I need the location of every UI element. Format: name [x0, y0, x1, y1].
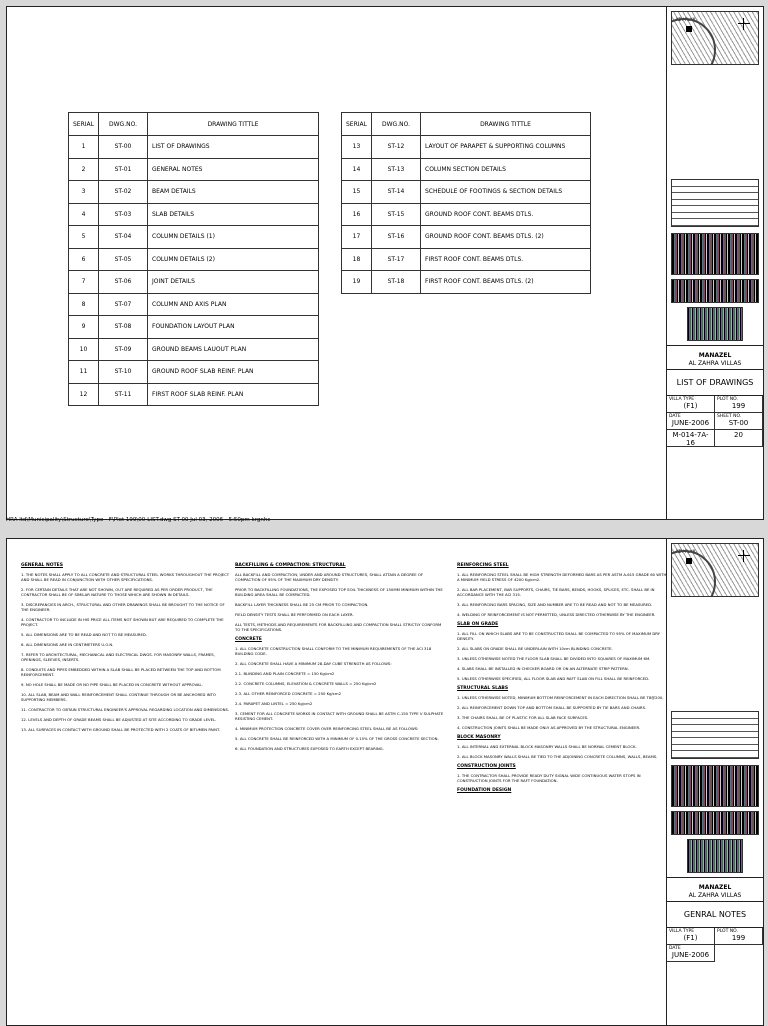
- cell-dwg: ST-15: [372, 203, 421, 226]
- info-grid: [667, 395, 763, 447]
- cell-title: FIRST ROOF CONT. BEAMS DTLS. (2): [421, 271, 591, 294]
- general-notes-title: GENERAL NOTES: [21, 563, 63, 568]
- note-item: 8. CONDUITS AND PIPES EMBEDDED WITHIN A SLAB SHALL BE PLACED BETWEEN THE TOP AND BOTTOM REINFORCEMENT.: [21, 667, 221, 677]
- note-item: PRIOR TO BACKFILLING FOUNDATIONS, THE EXPOSED TOP SOIL THICKNESS OF 150MM MINIMUM WITHIN THE BUILDING AREA SHALL BE COMPACTED.: [235, 587, 443, 597]
- note-item: 2. ALL CONCRETE SHALL HAVE A MINIMUM 28-DAY CUBE STRENGTH AS FOLLOWS:: [235, 661, 392, 666]
- masonry-title: BLOCK MASONRY: [457, 735, 501, 740]
- date-value-2: JUNE-2006: [671, 950, 710, 959]
- cell-serial: 14: [342, 158, 372, 181]
- cell-dwg: ST-07: [99, 293, 148, 316]
- cell-title: LIST OF DRAWINGS: [148, 136, 319, 159]
- title-block: [666, 7, 763, 519]
- table-row: [69, 158, 319, 181]
- project-subtitle-2: AL ZAHRA VILLAS: [688, 891, 742, 899]
- cell-serial: 6: [69, 248, 99, 271]
- note-item: 3. ALL REINFORCING BARS SPACING, SIZE AND NUMBER ARE TO BE READ AND NOT TO BE MEASURED.: [457, 602, 653, 607]
- drawing-sheet-notes: [6, 538, 764, 1026]
- cell-title: GROUND BEAMS LAUOUT PLAN: [148, 338, 319, 361]
- cell-title: BEAM DETAILS: [148, 181, 319, 204]
- rev-value: 20: [734, 430, 743, 439]
- struct-slab-title: STRUCTURAL SLABS: [457, 686, 509, 691]
- plot-stamp: HRA ltd\Municipality\Structure\Type - F\Plot 199\00-LIST.dwg ST-00 Jul 03, 2006 - 5:50pm krgnhc: [6, 517, 271, 523]
- cell-dwg: ST-13: [372, 158, 421, 181]
- cell-serial: 17: [342, 226, 372, 249]
- cell-title: GROUND ROOF SLAB REINF. PLAN: [148, 361, 319, 384]
- table-row: [342, 181, 591, 204]
- plot-no-cell-2: [715, 928, 763, 945]
- table-row: [69, 271, 319, 294]
- table-row: [69, 316, 319, 339]
- note-item: 2.3. ALL OTHER REINFORCED CONCRETE = 250 Kg/cm2: [235, 691, 342, 696]
- north-arrow-icon: [738, 550, 750, 562]
- cell-dwg: ST-02: [99, 181, 148, 204]
- site-curve: [671, 18, 716, 65]
- drawing-list-table-left: [68, 112, 319, 406]
- concrete-title: CONCRETE: [235, 637, 262, 642]
- north-arrow-icon: [738, 18, 750, 30]
- note-item: 3. DISCREPANCIES IN ARCH., STRUCTURAL AND OTHER DRAWINGS SHALL BE BROUGHT TO THE NOTICE OF THE ENGINEER.: [21, 602, 225, 612]
- cell-dwg: ST-09: [99, 338, 148, 361]
- cell-title: COLUMN DETAILS (1): [148, 226, 319, 249]
- note-item: 12. LEVELS AND DEPTH OF GRADE BEAMS SHALL BE ADJUSTED AT SITE ACCORDING TO GRADE LEVEL.: [21, 717, 217, 722]
- table-row: [69, 136, 319, 159]
- note-item: 4. MINIMUM PROTECTION CONCRETE COVER OVER REINFORCING STEEL SHALL BE AS FOLLOWS:: [235, 726, 419, 731]
- consultant-logo-2: [671, 765, 759, 807]
- note-item: 1. ALL CONCRETE CONSTRUCTION SHALL CONFORM TO THE MINIMUM REQUIREMENTS OF THE ACI 318 BUILDING CODE.: [235, 646, 432, 656]
- drawing-title-2: GENRAL NOTES: [667, 901, 763, 927]
- col-dwg: DWG.NO.: [99, 113, 148, 136]
- table-row: [342, 248, 591, 271]
- note-item: 10. ALL SLAB, BEAM AND WALL REINFORCEMENT SHALL CONTINUE THROUGH OR BE ANCHORED INTO SUPPORTING MEMBERS.: [21, 692, 216, 702]
- key-plan-label-2: KEY PLAN: [676, 549, 696, 554]
- cj-title: CONSTRUCTION JOINTS: [457, 764, 516, 769]
- client-logo: [687, 307, 743, 341]
- revision-grid-2: [671, 711, 759, 759]
- notes-column-3: [457, 563, 669, 797]
- table-row: [69, 383, 319, 406]
- note-item: 3. THE CHAIRS SHALL BE OF PLASTIC FOR ALL SLAB FACE SURFACES.: [457, 715, 589, 720]
- project-name: MANAZEL: [667, 345, 763, 359]
- note-item: 2.4. PARAPET AND LINTEL = 250 Kg/cm2: [235, 701, 313, 706]
- note-item: ALL BACKFILL AND COMPACTION, UNDER AND AROUND STRUCTURES, SHALL ATTAIN A DEGREE OF COMPACTION OF 95% OF THE MAXIMUM DRY DENSITY.: [235, 572, 424, 582]
- col-serial: SERIAL: [342, 113, 372, 136]
- info-grid-2: [667, 927, 763, 962]
- note-item: 5. ALL CONCRETE SHALL BE REINFORCED WITH A MINIMUM OF 0.15% OF THE GROSS CONCRETE SECTION.: [235, 736, 439, 741]
- plot-marker-2: [686, 558, 692, 564]
- note-item: 6. ALL FOUNDATION AND STRUCTURES EXPOSED TO EARTH EXCEPT BEARING.: [235, 746, 384, 751]
- note-item: 2. ALL BLOCK MASONRY WALLS SHALL BE TIED TO THE ADJOINING CONCRETE COLUMNS, WALLS, BEAMS.: [457, 754, 658, 759]
- cell-serial: 15: [342, 181, 372, 204]
- note-item: 3. UNLESS OTHERWISE NOTED THE FLOOR SLAB SHALL BE DIVIDED INTO SQUARES OF MAXIMUM 6M.: [457, 656, 651, 661]
- drawing-title: LIST OF DRAWINGS: [667, 369, 763, 395]
- date-cell-2: [667, 945, 715, 962]
- cell-title: GENERAL NOTES: [148, 158, 319, 181]
- note-item: 5. UNLESS OTHERWISE SPECIFIED, ALL FLOOR SLAB AND RAFT SLAB ON FILL SHALL BE REINFORCED.: [457, 676, 650, 681]
- general-notes-list: [21, 572, 233, 732]
- project-name-2: MANAZEL: [667, 877, 763, 891]
- cell-serial: 16: [342, 203, 372, 226]
- reinf-notes-list: [457, 572, 669, 617]
- cell-dwg: ST-12: [372, 136, 421, 159]
- cell-title: COLUMN AND AXIS PLAN: [148, 293, 319, 316]
- sheet-no-value: ST-00: [728, 418, 749, 427]
- table-row: [342, 226, 591, 249]
- table-row: [69, 361, 319, 384]
- note-item: 3. CEMENT FOR ALL CONCRETE WORKS IN CONTACT WITH GROUND SHALL BE ASTM C-150 TYPE V SULPHATE RESISTING CEMENT.: [235, 711, 444, 721]
- villa-type-label: VILLA TYPE: [669, 396, 695, 402]
- villa-type-value: (F1): [683, 401, 698, 410]
- note-item: 11. CONTRACTOR TO OBTAIN STRUCTURAL ENGINEER'S APPROVAL REGARDING LOCATION AND DIMENSIONS.: [21, 707, 230, 712]
- note-item: 4. CONTRACTOR TO INCLUDE IN HIS PRICE ALL ITEMS NOT SHOWN BUT ARE REQUIRED TO COMPLETE THE PROJECT.: [21, 617, 224, 627]
- consultant-logo: [671, 233, 759, 275]
- cell-serial: 9: [69, 316, 99, 339]
- cell-serial: 8: [69, 293, 99, 316]
- table-row: [69, 248, 319, 271]
- cell-dwg: ST-06: [99, 271, 148, 294]
- note-item: 13. ALL SURFACES IN CONTACT WITH GROUND SHALL BE PROTECTED WITH 2 COATS OF BITUMEN PAINT.: [21, 727, 221, 732]
- note-item: ALL TESTS, METHODS AND REQUIREMENTS FOR BACKFILLING AND COMPACTION SHALL STRICTLY CONFORM TO THE SPECIFICATIONS.: [235, 622, 442, 632]
- cell-dwg: ST-04: [99, 226, 148, 249]
- table-row: [342, 271, 591, 294]
- slab-title: SLAB ON GRADE: [457, 622, 499, 627]
- cell-dwg: ST-01: [99, 158, 148, 181]
- note-item: 1. ALL REINFORCING STEEL SHALL BE HIGH STRENGTH DEFORMED BARS AS PER ASTM A-615 GRADE 60 WITH A MINIMUM YIELD STRESS OF 4200 Kg/cm2.: [457, 572, 667, 582]
- note-item: FIELD DENSITY TESTS SHALL BE PERFORMED ON EACH LAYER.: [235, 612, 354, 617]
- key-plan-label: KEY PLAN: [676, 17, 696, 22]
- slab-notes-list: [457, 631, 669, 681]
- cell-serial: 12: [69, 383, 99, 406]
- masonry-notes-list: [457, 744, 669, 759]
- note-item: 4. WELDING OF REINFORCEMENT IS NOT PERMITTED, UNLESS DIRECTED OTHERWISE BY THE ENGINEER.: [457, 612, 656, 617]
- cell-title: SLAB DETAILS: [148, 203, 319, 226]
- note-item: 5. ALL DIMENSIONS ARE TO BE READ AND NOT TO BE MEASURED.: [21, 632, 148, 637]
- cell-serial: 19: [342, 271, 372, 294]
- col-dwg: DWG.NO.: [372, 113, 421, 136]
- note-item: 4. SLABS SHALL BE INSTALLED IN CHECKER BOARD OR ON AN ALTERNATE STRIP PATTERN.: [457, 666, 629, 671]
- project-subtitle: AL ZAHRA VILLAS: [688, 359, 742, 367]
- cell-serial: 7: [69, 271, 99, 294]
- villa-type-value-2: (F1): [683, 933, 698, 942]
- cell-title: FIRST ROOF CONT. BEAMS DTLS.: [421, 248, 591, 271]
- cell-title: COLUMN DETAILS (2): [148, 248, 319, 271]
- note-item: 2.1. BLINDING AND PLAIN CONCRETE = 150 Kg/cm2: [235, 671, 335, 676]
- cj-notes-list: [457, 773, 669, 783]
- cell-title: FOUNDATION LAYOUT PLAN: [148, 316, 319, 339]
- key-plan: [671, 11, 759, 65]
- sheet-no-label: SHEET NO.: [717, 413, 742, 419]
- project-no-value: M-014-7A-16: [672, 430, 709, 447]
- note-item: 1. UNLESS OTHERWISE NOTED, MINIMUM BOTTOM REINFORCEMENT IN EACH DIRECTION SHALL BE T8@200.: [457, 695, 664, 700]
- note-item: 2. ALL REINFORCEMENT DOWN TOP AND BOTTOM SHALL BE SUPPORTED BY TIE BARS AND CHAIRS.: [457, 705, 647, 710]
- client-logo-2: [687, 839, 743, 873]
- cell-title: GROUND ROOF CONT. BEAMS DTLS.: [421, 203, 591, 226]
- note-item: 9. NO HOLE SHALL BE MADE OR NO PIPE SHALL BE PLACED IN CONCRETE WITHOUT APPROVAL.: [21, 682, 203, 687]
- note-item: 7. REFER TO ARCHITECTURAL, MECHANICAL AND ELECTRICAL DWGS. FOR MASONRY WALLS, FRAMES, OPENINGS, SLEEVES, INSERTS.: [21, 652, 215, 662]
- note-item: BACKFILL LAYER THICKNESS SHALL BE 25 CM PRIOR TO COMPACTION.: [235, 602, 369, 607]
- cell-dwg: ST-17: [372, 248, 421, 271]
- cell-serial: 11: [69, 361, 99, 384]
- cell-serial: 2: [69, 158, 99, 181]
- title-block-2: [666, 539, 763, 1025]
- note-item: 4. CONSTRUCTION JOINTS SHALL BE MADE ONLY AS APPROVED BY THE STRUCTURAL ENGINEER.: [457, 725, 641, 730]
- project-no-cell: [667, 430, 715, 447]
- backfill-title: BACKFILLING & COMPACTION: STRUCTURAL: [235, 563, 346, 568]
- cell-serial: 5: [69, 226, 99, 249]
- cell-title: GROUND ROOF CONT. BEAMS DTLS. (2): [421, 226, 591, 249]
- cell-dwg: ST-18: [372, 271, 421, 294]
- cell-dwg: ST-11: [99, 383, 148, 406]
- note-item: 1. ALL FILL ON WHICH SLABS ARE TO BE CONSTRUCTED SHALL BE COMPACTED TO 95% OF MAXIMUM DRY DENSITY.: [457, 631, 660, 641]
- cell-title: FIRST ROOF SLAB REINF. PLAN: [148, 383, 319, 406]
- date-label: DATE: [669, 413, 681, 419]
- note-item: 2. FOR CERTAIN DETAILS THAT ARE NOT SHOWN, OUT ARE REQUIRED AS PER ORDER PRODUCT, THE CONTRACTOR SHALL BE OF SIMILAR NATURE TO THOSE WHICH ARE SHOWN IN DETAILS.: [21, 587, 213, 597]
- sheet-no-cell: [715, 413, 763, 430]
- villa-type-label-2: VILLA TYPE: [669, 928, 695, 934]
- struct-slab-notes-list: [457, 695, 669, 730]
- cell-dwg: ST-10: [99, 361, 148, 384]
- note-item: 1. ALL INTERNAL AND EXTERNAL BLOCK MASONRY WALLS SHALL BE NORMAL CEMENT BLOCK.: [457, 744, 637, 749]
- drawing-list-table-right: [341, 112, 591, 294]
- concrete-notes-list: [235, 646, 447, 751]
- cell-serial: 18: [342, 248, 372, 271]
- cell-serial: 10: [69, 338, 99, 361]
- col-title: DRAWING TITTLE: [148, 113, 319, 136]
- note-item: 2. ALL BAR PLACEMENT, BAR SUPPORTS, CHAIRS, TIE BARS, BENDS, HOOKS, SPLICES, ETC. SHALL BE IN ACCORDANCE WITH THE ACI 315.: [457, 587, 655, 597]
- contractor-logo-2: [671, 811, 759, 835]
- rev-cell: [715, 430, 763, 447]
- note-item: 1. THE CONTRACTOR SHALL PROVIDE READY DUTY SIGNAL WIDE CONTINUOUS WATER STOPS IN CONSTRUCTION JOINTS FOR THE RAFT FOUNDATION.: [457, 773, 641, 783]
- cell-title: JOINT DETAILS: [148, 271, 319, 294]
- cell-dwg: ST-05: [99, 248, 148, 271]
- cell-dwg: ST-14: [372, 181, 421, 204]
- cell-serial: 13: [342, 136, 372, 159]
- table-row: [342, 203, 591, 226]
- site-curve-2: [671, 550, 716, 597]
- col-title: DRAWING TITTLE: [421, 113, 591, 136]
- notes-column-2: [235, 563, 447, 756]
- revision-grid: [671, 179, 759, 227]
- cell-title: LAYOUT OF PARAPET & SUPPORTING COLUMNS: [421, 136, 591, 159]
- table-row: [342, 158, 591, 181]
- foundation-title: FOUNDATION DESIGN: [457, 788, 512, 793]
- cell-dwg: ST-03: [99, 203, 148, 226]
- note-item: 2. ALL SLABS ON GRADE SHALL BE UNDERLAIN WITH 10cm BLINDING CONCRETE.: [457, 646, 613, 651]
- reinf-title: REINFORCING STEEL: [457, 563, 509, 568]
- table-row: [69, 181, 319, 204]
- cell-dwg: ST-16: [372, 226, 421, 249]
- cell-dwg: ST-00: [99, 136, 148, 159]
- contractor-logo: [671, 279, 759, 303]
- notes-column-1: [21, 563, 233, 737]
- date-label-2: DATE: [669, 945, 681, 951]
- villa-type-cell-2: [667, 928, 715, 945]
- villa-type-cell: [667, 396, 715, 413]
- plot-no-value-2: 199: [731, 933, 746, 942]
- cell-serial: 1: [69, 136, 99, 159]
- cell-serial: 4: [69, 203, 99, 226]
- table-row: [342, 136, 591, 159]
- note-item: 6. ALL DIMENSIONS ARE IN CENTIMETERS U.O.N.: [21, 642, 114, 647]
- key-plan-2: [671, 543, 759, 597]
- table-row: [69, 293, 319, 316]
- plot-no-label-2: PLOT NO.: [717, 928, 738, 934]
- cell-serial: 3: [69, 181, 99, 204]
- col-serial: SERIAL: [69, 113, 99, 136]
- plot-no-cell: [715, 396, 763, 413]
- table-row: [69, 338, 319, 361]
- cell-title: COLUMN SECTION DETAILS: [421, 158, 591, 181]
- cell-title: SCHEDULE OF FOOTINGS & SECTION DETAILS: [421, 181, 591, 204]
- cell-dwg: ST-08: [99, 316, 148, 339]
- plot-no-value: 199: [731, 401, 746, 410]
- date-value: JUNE-2006: [671, 418, 710, 427]
- plot-no-label: PLOT NO.: [717, 396, 738, 402]
- table-row: [69, 226, 319, 249]
- plot-marker: [686, 26, 692, 32]
- backfill-notes-list: [235, 572, 447, 632]
- table-row: [69, 203, 319, 226]
- note-item: 2.2. CONCRETE COLUMNS, ELEVATION & CONCRETE WALLS = 250 Kg/cm2: [235, 681, 377, 686]
- drawing-sheet-list: [6, 6, 764, 520]
- date-cell: [667, 413, 715, 430]
- note-item: 1. THE NOTES SHALL APPLY TO ALL CONCRETE AND STRUCTURAL STEEL WORKS THROUGHOUT THE PROJECT AND SHALL BE READ IN CONJUNCTION WITH OTHER SPECIFICATIONS.: [21, 572, 230, 582]
